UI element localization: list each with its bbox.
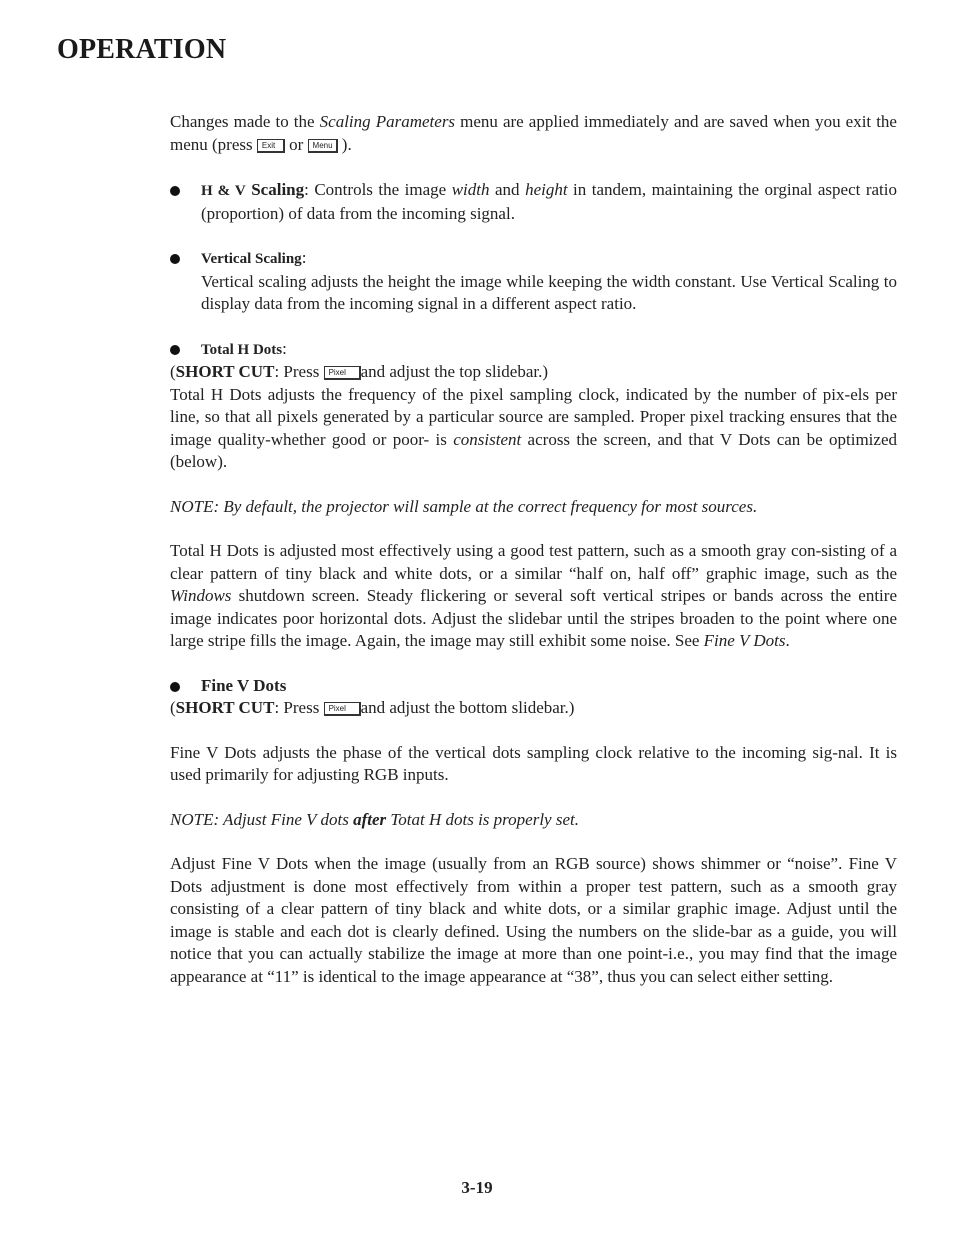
vertical-scaling-label: Vertical Scaling — [201, 251, 302, 267]
fine-v-dots-label: Fine V Dots — [201, 675, 287, 695]
width-term: width — [451, 180, 490, 199]
hv-scaling-paragraph — [170, 179, 897, 225]
fine-v-dots-reference: Fine V Dots — [703, 631, 786, 650]
note-text: NOTE: By default, the projector will sample at the correct frequency for most sources. — [170, 496, 758, 516]
vertical-scaling-item — [170, 247, 897, 316]
label-colon: : — [282, 338, 287, 358]
note-text: Totat H dots is properly set. — [386, 809, 579, 829]
hv-scaling-item — [170, 179, 897, 225]
paren: ( — [170, 698, 176, 717]
total-h-dots-item — [170, 338, 897, 362]
main-content — [170, 110, 897, 988]
hv-text: and — [489, 180, 526, 199]
fine-v-dots-adjust-paragraph: Adjust Fine V Dots when the image (usually from an RGB source) shows shimmer or “noise”. Fine V Dots adjustment is done most effectively from within a proper test pattern, such as a smooth gray consisting of a clear pattern of tiny black and white dots, or a similar graphic image. Adjust until the image is stable and each dot is clearly defined. Using the numbers on the slide-bar as a guide, you will notice that you can actually stabilize the image at more than one point-i.e., you may find that the image appearance at “11” is identical to the image appearance at “38”, thus you can select either setting. — [170, 854, 897, 986]
body-text: . — [785, 631, 790, 650]
page-title: OPERATION — [57, 34, 227, 65]
shortcut-label: SHORT CUT — [175, 698, 275, 717]
pixel-key-icon: Pixel — [324, 702, 361, 716]
total-h-dots-body — [170, 384, 897, 474]
body-text: Total H Dots is adjusted most effectively using a good test pattern, such as a smooth gray con-sisting of a clear pattern of tiny black and white dots, or a similar “half on, half off” graphic image, such as the — [170, 541, 897, 583]
fine-v-dots-heading — [170, 675, 897, 698]
scaling-label: Scaling — [245, 180, 305, 199]
shortcut-text: : Press — [274, 698, 324, 717]
bullet-icon — [170, 345, 180, 355]
total-h-dots-adjust-paragraph — [170, 540, 897, 653]
hv-label: H & V — [201, 183, 246, 199]
bullet-icon — [170, 682, 180, 692]
pixel-key-icon: Pixel — [324, 366, 361, 380]
body-text: Total H Dots adjusts the frequency of the pixel sampling clock, indicated by the number of pix-els per line, so that all pixels generated by a particular source are sampled. Proper pixel tracking ensures that the image quality-whether good or poor- is — [170, 384, 897, 449]
label-colon: : — [301, 248, 307, 267]
intro-text: or — [284, 134, 308, 154]
intro-text: Changes made to the — [170, 112, 320, 131]
vertical-scaling-body: Vertical scaling adjusts the height the image while keeping the width constant. Use Vertical Scaling to display data from the incoming signal in a different aspect ratio. — [201, 271, 897, 313]
scaling-parameters-menu-name: Scaling Parameters — [319, 112, 456, 131]
default-frequency-note — [170, 496, 897, 519]
windows-term: Windows — [170, 586, 232, 605]
shortcut-text: and adjust the top slidebar.) — [360, 362, 548, 381]
height-term: height — [525, 180, 568, 199]
body-text: shutdown screen. Steady flickering or several soft vertical stripes or bands across the entire image indicates poor horizontal dots. Adjust the slidebar until the stripes broaden to the point where one large stripe fills the image. Again, the image may still exhibit some noise. See — [170, 586, 897, 650]
fine-v-dots-note — [170, 809, 897, 832]
bullet-icon — [170, 254, 180, 264]
fine-v-dots-shortcut — [170, 697, 897, 720]
shortcut-text: and adjust the bottom slidebar.) — [360, 698, 575, 717]
fine-v-dots-body: Fine V Dots adjusts the phase of the vertical dots sampling clock relative to the incoming sig-nal. It is used primarily for adjusting RGB inputs. — [170, 742, 897, 784]
paren: ( — [170, 362, 176, 381]
hv-text: : Controls the image — [304, 180, 452, 199]
total-h-dots-label: Total H Dots — [201, 341, 283, 358]
hv-text: in tandem, maintaining the orginal aspect ratio (proportion) of data from the incoming signal. — [201, 180, 898, 223]
body-text: across the screen, and that V Dots can be optimized (below). — [170, 429, 897, 471]
emphasis-consistent: consistent — [453, 429, 522, 449]
bullet-icon — [170, 186, 180, 196]
intro-text: ). — [337, 134, 352, 154]
intro-paragraph — [170, 111, 897, 156]
shortcut-label: SHORT CUT — [175, 362, 275, 381]
shortcut-text: : Press — [274, 362, 324, 381]
menu-key-icon: Menu — [308, 139, 338, 153]
emphasis-after: after — [353, 809, 387, 829]
note-text: NOTE: Adjust Fine V dots — [170, 809, 354, 829]
total-h-dots-heading — [170, 338, 897, 362]
intro-text: menu are applied immediately and are saved when you exit the menu (press — [170, 112, 897, 154]
vertical-scaling-heading — [170, 247, 897, 271]
exit-key-icon: Exit — [257, 139, 285, 153]
fine-v-dots-item — [170, 675, 897, 698]
total-h-dots-shortcut — [170, 361, 897, 384]
page-number: 3-19 — [461, 1178, 493, 1197]
